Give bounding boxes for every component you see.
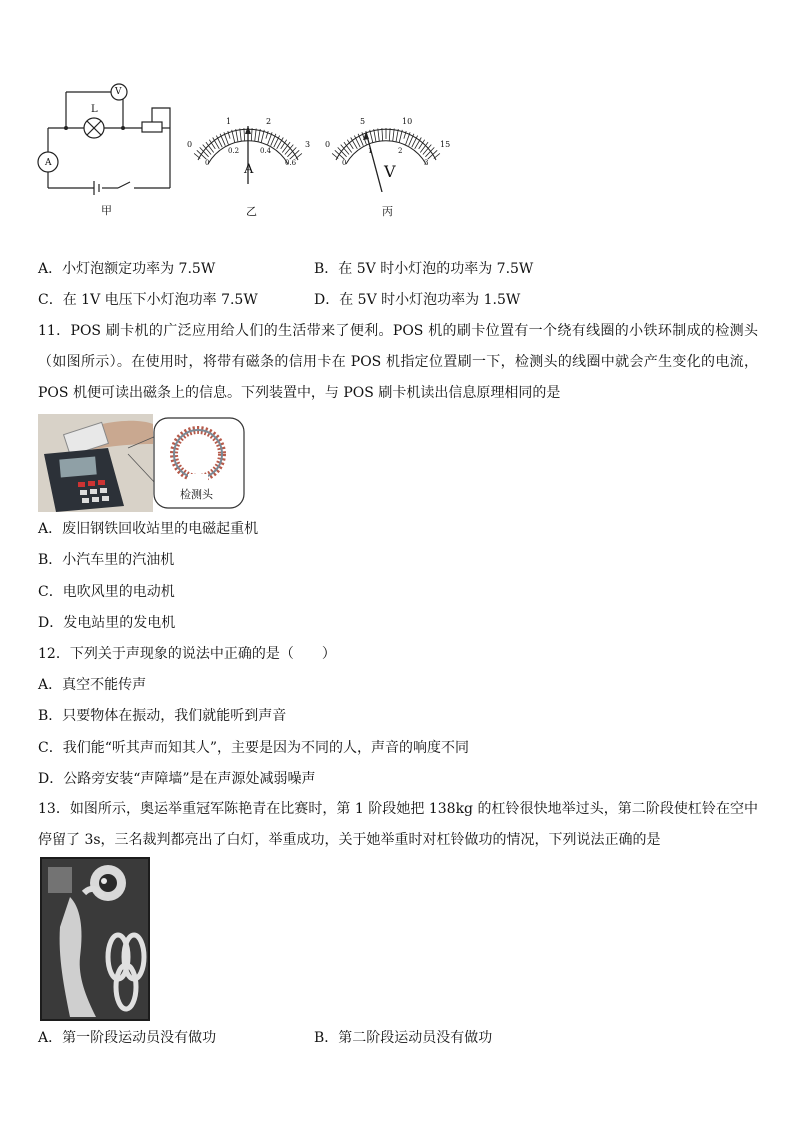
q10-option-d: D．在 5V 时小灯泡功率为 1.5W	[314, 292, 521, 308]
ammeter-inner-tick: 0.4	[260, 147, 272, 155]
dial-tick	[393, 129, 395, 142]
q10-option-b: B．在 5V 时小灯泡的功率为 7.5W	[314, 261, 534, 277]
dial-tick	[255, 129, 257, 142]
ammeter-pointer-label: A	[244, 162, 254, 177]
dial-tick	[370, 130, 373, 143]
q11-option-d: D．发电站里的发电机	[38, 615, 176, 631]
q13-option-b: B．第二阶段运动员没有做功	[314, 1030, 493, 1046]
q10-option-a: A．小灯泡额定功率为 7.5W	[38, 261, 216, 277]
dial-tick	[261, 130, 264, 143]
voltmeter-outer-tick: 0	[325, 140, 331, 149]
ammeter-outer-tick: 2	[266, 117, 272, 126]
dial-tick	[423, 145, 431, 155]
voltmeter-symbol: V	[115, 87, 122, 97]
figure-label-yi: 乙	[246, 205, 257, 218]
dial-tick	[232, 130, 235, 143]
dial-tick	[244, 128, 245, 141]
dial-tick	[428, 150, 438, 159]
q11-option-b: B．小汽车里的汽油机	[38, 552, 175, 568]
lamp-symbol: L	[91, 104, 98, 115]
ammeter-symbol: A	[45, 158, 52, 168]
q12-stem: 12．下列关于声现象的说法中正确的是（ ）	[38, 646, 336, 662]
voltmeter-pointer-label: V	[384, 162, 396, 181]
voltmeter-outer-tick: 5	[360, 117, 366, 126]
q10-option-c: C．在 1V 电压下小灯泡功率 7.5W	[38, 292, 258, 308]
dial-tick	[378, 129, 380, 142]
dial-tick	[296, 153, 302, 158]
q12-option-a: A．真空不能传声	[38, 677, 147, 693]
dial-tick	[203, 145, 211, 155]
voltmeter-inner-tick: 1	[368, 147, 373, 155]
pos-machine-image	[38, 414, 248, 512]
ammeter-inner-tick: 0.6	[285, 159, 297, 167]
ammeter-outer-tick: 0	[187, 140, 193, 149]
q11-stem: 11．POS 刷卡机的广泛应用给人们的生活带来了便利。POS 机的刷卡位置有一个绕有线圈的小铁环制成的检测头（如图所示）。在使用时，将带有磁条的信用卡在 POS 机指定位置刷一下，检测头的线圈中就会产生变化的电流，POS 机便可读出磁条上的信息。下列装置中，与 POS 刷卡机读出信息原理相同的是	[38, 323, 758, 401]
dial-tick	[382, 128, 383, 141]
dial-tick	[258, 129, 260, 142]
ammeter-inner-tick: 0	[205, 159, 210, 167]
q11-figure-caption: 检测头	[180, 488, 213, 501]
dial-tick	[389, 128, 390, 141]
ammeter-outer-tick: 3	[305, 140, 311, 149]
voltmeter-outer-tick: 15	[440, 140, 451, 149]
dial-tick	[374, 129, 376, 142]
voltmeter-inner-tick: 0	[342, 159, 347, 167]
dial-tick	[341, 145, 349, 155]
figure-label-jia: 甲	[101, 204, 112, 217]
dial-tick	[285, 145, 293, 155]
voltmeter-outer-tick: 10	[402, 117, 413, 126]
q11-option-a: A．废旧钢铁回收站里的电磁起重机	[38, 521, 259, 537]
q12-option-d: D．公路旁安装“声障墙”是在声源处减弱噪声	[38, 771, 316, 787]
q12-option-b: B．只要物体在振动，我们就能听到声音	[38, 708, 287, 724]
q12-option-c: C．我们能“听其声而知其人”，主要是因为不同的人，声音的响度不同	[38, 740, 470, 756]
q13-option-a: A．第一阶段运动员没有做功	[38, 1030, 217, 1046]
ammeter-dial	[184, 112, 312, 192]
weightlifter-image	[40, 857, 150, 1021]
figure-label-bing: 丙	[382, 205, 393, 218]
dial-tick	[251, 128, 252, 141]
circuit-diagram	[36, 76, 178, 200]
dial-tick	[240, 129, 242, 142]
voltmeter-inner-tick: 3	[424, 159, 429, 167]
dial-tick	[332, 153, 338, 158]
q13-stem: 13．如图所示，奥运举重冠军陈艳青在比赛时，第 1 阶段她把 138kg 的杠铃很快地举过头，第二阶段使杠铃在空中停留了 3s，三名裁判都亮出了白灯，举重成功，关于她举重时对杠铃做功的情况，下列说法正确的是	[38, 801, 758, 848]
dial-tick	[236, 129, 238, 142]
q11-option-c: C．电吹风里的电动机	[38, 584, 175, 600]
ammeter-inner-tick: 0.2	[228, 147, 240, 155]
ammeter-outer-tick: 1	[226, 117, 232, 126]
dial-tick	[396, 129, 398, 142]
dial-tick	[399, 130, 402, 143]
dial-tick	[434, 153, 440, 158]
voltmeter-inner-tick: 2	[398, 147, 403, 155]
dial-tick	[194, 153, 200, 158]
